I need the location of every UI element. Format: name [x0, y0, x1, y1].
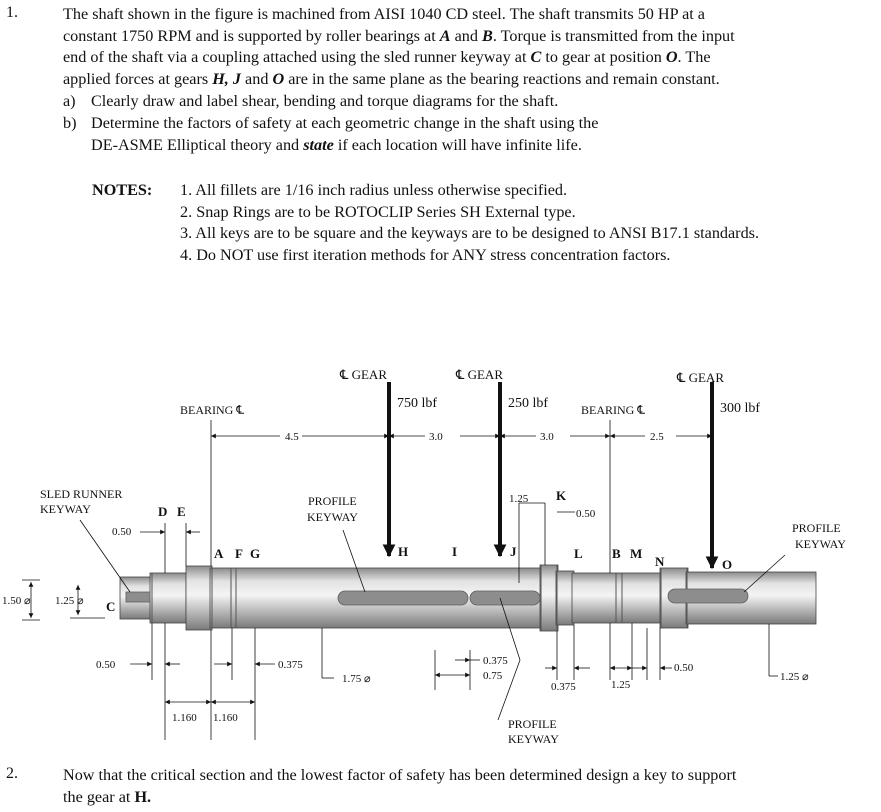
dim-0-375-a: 0.375	[278, 659, 303, 671]
profile-label: PROFILE	[308, 494, 357, 508]
spacing-3-0: 3.0	[429, 431, 443, 443]
point-E: E	[177, 504, 186, 519]
part-b-text-2: DE-ASME Elliptical theory and	[91, 136, 300, 154]
point-J: J	[510, 544, 517, 559]
force-arrows	[389, 382, 712, 568]
force-label-300: 300 lbf	[720, 401, 761, 416]
dim-1-25-dia-right: 1.25 ⌀	[780, 671, 809, 683]
dim-1-50-dia: 1.50 ⌀	[2, 595, 31, 607]
q1-line-4-a: applied forces at gears	[63, 69, 209, 88]
part-b	[63, 113, 599, 135]
q1-line-2-b: and	[450, 26, 483, 45]
gear-O-ref: O	[665, 48, 678, 67]
notes-list	[180, 180, 759, 266]
point-H: H	[398, 544, 409, 559]
bearing-centerline-label: BEARING ℄	[581, 403, 646, 417]
dim-1-75-dia: 1.75 ⌀	[342, 673, 371, 685]
point-M: M	[630, 546, 643, 561]
q2-line-2-a: the gear at	[63, 787, 131, 806]
part-a-label: a)	[63, 92, 76, 110]
part-a	[63, 91, 559, 113]
dim-0-375-b: 0.375	[483, 655, 508, 667]
sled-runner-keyway-label: KEYWAY	[40, 502, 91, 516]
sled-runner-label: SLED RUNNER	[40, 487, 123, 501]
profile-label-bottom: PROFILE	[508, 717, 557, 731]
profile-keyway-label: KEYWAY	[307, 510, 358, 524]
q1-line-2	[63, 26, 735, 48]
bearing-centerline-label: BEARING ℄	[180, 403, 245, 417]
q1-line-4-b: and	[241, 69, 273, 88]
q1-line-3-a: end of the shaft via a coupling attached using the sled runner keyway at	[63, 48, 527, 67]
spacing-2-5: 2.5	[650, 431, 664, 443]
dim-1-25-b: 1.25	[611, 679, 631, 691]
dim-1-25-dia: 1.25 ⌀	[55, 595, 84, 607]
force-label-750: 750 lbf	[397, 396, 438, 411]
bearing-B-ref: B	[482, 26, 493, 45]
profile-keyway-label-right: KEYWAY	[795, 537, 846, 551]
figure-labels	[2, 367, 846, 746]
q1-line-1: The shaft shown in the figure is machined from AISI 1040 CD steel. The shaft transmits 50 HP at a	[63, 5, 705, 23]
note-item: 3. All keys are to be square and the keyways are to be designed to ANSI B17.1 standards.	[180, 224, 760, 243]
question-2-number: 2.	[6, 765, 18, 782]
q1-line-3-c: . The	[677, 48, 711, 67]
dim-0-50-k: 0.50	[576, 508, 596, 520]
point-A: A	[214, 546, 224, 561]
point-I: I	[452, 544, 458, 559]
question-1-text	[63, 4, 735, 90]
keyway-J	[470, 591, 540, 605]
keyway-O	[668, 589, 748, 603]
bearing-A-ref: A	[439, 26, 451, 45]
keyway-H	[338, 591, 468, 605]
point-F: F	[235, 546, 243, 561]
part-b-text-2-end: if each location will have infinite life.	[333, 136, 582, 154]
q1-line-3	[63, 47, 735, 69]
gear-centerline-label: ℄ GEAR	[456, 367, 503, 382]
point-G: G	[250, 546, 261, 561]
shaft-section-L	[556, 571, 574, 625]
q1-line-2-c: . Torque is transmitted from the input	[492, 26, 735, 45]
dim-0-75: 0.75	[483, 670, 503, 682]
spacing-4-5: 4.5	[285, 431, 299, 443]
q1-line-4-c: are in the same plane as the bearing reactions and remain constant.	[284, 69, 720, 88]
sled-runner-keyway-C	[126, 592, 150, 602]
point-B: B	[612, 546, 621, 561]
shaft-figure	[0, 355, 881, 755]
gear-H-ref: H.	[134, 787, 152, 806]
dim-1-160-a: 1.160	[172, 712, 197, 724]
question-2-text	[63, 765, 736, 808]
point-D: D	[158, 504, 168, 519]
dim-0-50-c: 0.50	[674, 662, 694, 674]
point-N: N	[655, 554, 665, 569]
q2-line-1: Now that the critical section and the lowest factor of safety has been determined design a key to support	[63, 766, 737, 784]
gear-O-ref-2: O	[272, 69, 285, 88]
dim-0-375-c: 0.375	[551, 681, 576, 693]
q1-line-3-b: to gear at position	[541, 48, 666, 67]
q1-line-2-a: constant 1750 RPM and is supported by roller bearings at	[63, 26, 436, 45]
note-item: 1. All fillets are 1/16 inch radius unless otherwise specified.	[180, 181, 568, 199]
dim-1-160-b: 1.160	[213, 712, 238, 724]
spacing-3-0: 3.0	[540, 431, 554, 443]
force-label-250: 250 lbf	[508, 396, 549, 411]
q2-line-2	[63, 787, 736, 809]
gears-HJ-ref: H, J	[212, 69, 241, 88]
point-O: O	[722, 557, 733, 572]
shaft-section-BM	[572, 573, 662, 623]
q1-line-4	[63, 69, 735, 91]
part-b-text-1: Determine the factors of safety at each geometric change in the shaft using the	[91, 114, 599, 132]
shaft-shoulder-K	[540, 565, 558, 631]
shaft-section-AFG	[186, 566, 212, 630]
gear-centerline-label: ℄ GEAR	[677, 370, 724, 385]
profile-keyway-label-bottom: KEYWAY	[508, 732, 559, 746]
keyway-C-ref: C	[530, 48, 542, 67]
state-word: state	[303, 136, 334, 154]
part-b-label: b)	[63, 114, 77, 132]
profile-label-right: PROFILE	[792, 521, 841, 535]
dim-1-25-k: 1.25	[509, 493, 529, 505]
point-K: K	[556, 488, 567, 503]
question-1-number: 1.	[6, 4, 18, 21]
note-item: 2. Snap Rings are to be ROTOCLIP Series SH External type.	[180, 202, 576, 221]
gear-centerline-label: ℄ GEAR	[340, 367, 387, 382]
part-a-text: Clearly draw and label shear, bending and torque diagrams for the shaft.	[91, 92, 559, 110]
point-L: L	[574, 546, 583, 561]
dim-0-50-bottom: 0.50	[96, 659, 116, 671]
point-C: C	[106, 599, 116, 614]
part-b-line-2	[91, 135, 582, 157]
dim-0-50-top: 0.50	[112, 526, 132, 538]
note-item: 4. Do NOT use first iteration methods for ANY stress concentration factors.	[180, 245, 671, 264]
shaft-step-DE	[150, 573, 186, 623]
notes-heading: NOTES:	[92, 181, 153, 199]
